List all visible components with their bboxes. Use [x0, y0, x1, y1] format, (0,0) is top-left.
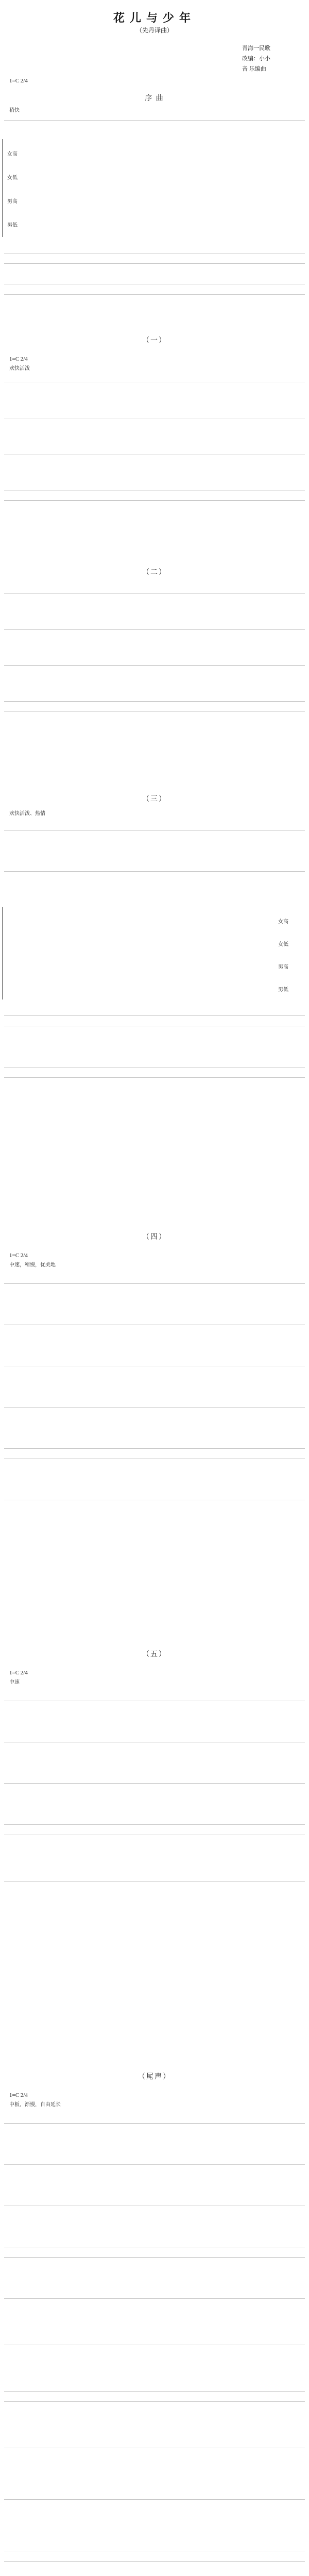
credit-line: 音 乐编曲 — [242, 66, 266, 72]
notation-row — [4, 2159, 305, 2165]
lyric-row — [4, 421, 305, 427]
notation-row — [4, 258, 305, 264]
notation-row — [4, 1695, 305, 1701]
lyric-row — [4, 1704, 305, 1709]
notation-row — [4, 2442, 305, 2448]
lyric-row — [4, 457, 305, 463]
section-label: （二） — [142, 569, 167, 577]
notation-row — [4, 247, 305, 253]
notation-row — [4, 1443, 305, 1449]
notation-row — [4, 376, 305, 382]
notation-row — [4, 706, 305, 712]
lyric-row — [4, 2503, 305, 2508]
notation-row — [4, 2545, 305, 2551]
lyric-row — [4, 1287, 305, 1292]
tempo-marking: 中板，渐慢，自由延长 — [9, 2102, 61, 2108]
notation-row — [4, 2339, 305, 2345]
lyric-row — [4, 1503, 305, 1509]
key-signature: 1=C 2/4 — [9, 1670, 28, 1676]
notation-row — [4, 1061, 305, 1067]
tempo-marking: 中速，稍慢，优美地 — [9, 1262, 56, 1268]
notation-row — [4, 2117, 305, 2124]
lyric-row — [4, 1411, 305, 1416]
notation-row — [4, 2494, 305, 2500]
lyric-row — [4, 2302, 305, 2307]
notation-row — [4, 2241, 305, 2247]
lyric-row — [4, 1328, 305, 1333]
lyric-row — [4, 1745, 305, 1751]
part-label: 女高 — [278, 919, 288, 925]
lyric-row — [4, 875, 305, 880]
lyric-row — [4, 2348, 305, 2353]
notation-row — [4, 2293, 305, 2299]
notation-row — [4, 495, 305, 501]
lyric-row — [4, 1369, 305, 1375]
notation-row — [4, 1072, 305, 1078]
notation-row — [4, 866, 305, 872]
part-label: 女高 — [7, 151, 18, 157]
key-signature: 1=C 2/4 — [9, 78, 28, 84]
prelude-label: 序 曲 — [145, 95, 164, 103]
lyric-row — [4, 2451, 305, 2456]
notation-row — [4, 114, 305, 121]
score-subtitle: （先丹译曲） — [135, 27, 173, 34]
credits-block — [242, 43, 304, 74]
notation-row — [4, 1819, 305, 1825]
section-label: （尾声） — [138, 2073, 171, 2081]
lyric-row — [4, 385, 305, 391]
lyric-row — [4, 633, 305, 638]
notation-row — [4, 1010, 305, 1016]
lyric-row — [4, 2168, 305, 2173]
credit-line: 改编：小小 — [242, 56, 270, 62]
notation-row — [4, 2251, 305, 2258]
notation-row — [4, 1278, 305, 1284]
tempo-marking: 稍快 — [9, 108, 20, 113]
section-label: （三） — [142, 795, 167, 803]
notation-row — [4, 1360, 305, 1366]
notation-row — [4, 289, 305, 295]
lyric-row — [4, 597, 305, 602]
notation-row — [4, 623, 305, 630]
system-bracket — [2, 907, 4, 999]
lyric-row — [4, 123, 305, 128]
notation-row — [4, 412, 305, 418]
notation-row — [4, 696, 305, 702]
lyric-row — [4, 1885, 305, 1890]
notation-row — [4, 484, 305, 490]
part-label: 男低 — [7, 223, 18, 228]
lyric-row — [4, 298, 305, 303]
lyric-row — [4, 1787, 305, 1792]
part-label: 男高 — [278, 964, 288, 970]
notation-row — [4, 448, 305, 454]
notation-row — [4, 2555, 305, 2562]
notation-row — [4, 1829, 305, 1835]
tempo-marking: 中速 — [9, 1680, 20, 1685]
section-label: （四） — [142, 1233, 167, 1241]
score-title: 花儿与少年 — [113, 11, 196, 24]
notation-row — [4, 1020, 305, 1026]
part-label: 女低 — [278, 942, 288, 947]
part-label: 女低 — [7, 175, 18, 181]
part-label: 男低 — [278, 987, 288, 993]
notation-row — [4, 1319, 305, 1325]
lyric-row — [4, 2127, 305, 2132]
key-signature: 1=C 2/4 — [9, 2092, 28, 2098]
notation-row — [4, 587, 305, 594]
notation-row — [4, 1777, 305, 1784]
lyric-row — [4, 834, 305, 839]
notation-row — [4, 2385, 305, 2392]
lyric-row — [4, 669, 305, 674]
key-signature: 1=C 2/4 — [9, 1252, 28, 1259]
tempo-marking: 欢快活泼、热情 — [9, 811, 45, 817]
section-label: （五） — [142, 1651, 167, 1658]
notation-row — [4, 1875, 305, 1882]
notation-row — [4, 1401, 305, 1408]
notation-row — [4, 1494, 305, 1500]
notation-row — [4, 1453, 305, 1459]
notation-row — [4, 1736, 305, 1742]
notation-row — [4, 2396, 305, 2402]
notation-row — [4, 824, 305, 831]
section-label: （一） — [142, 337, 167, 345]
system-bracket — [2, 139, 4, 237]
key-signature: 1=C 2/4 — [9, 356, 28, 362]
tempo-marking: 欢快活泼 — [9, 366, 30, 371]
part-label: 男高 — [7, 199, 18, 205]
credit-line: 青海一民歌 — [242, 45, 270, 52]
lyric-row — [4, 2209, 305, 2214]
notation-row — [4, 2200, 305, 2206]
notation-row — [4, 278, 305, 284]
notation-row — [4, 659, 305, 666]
